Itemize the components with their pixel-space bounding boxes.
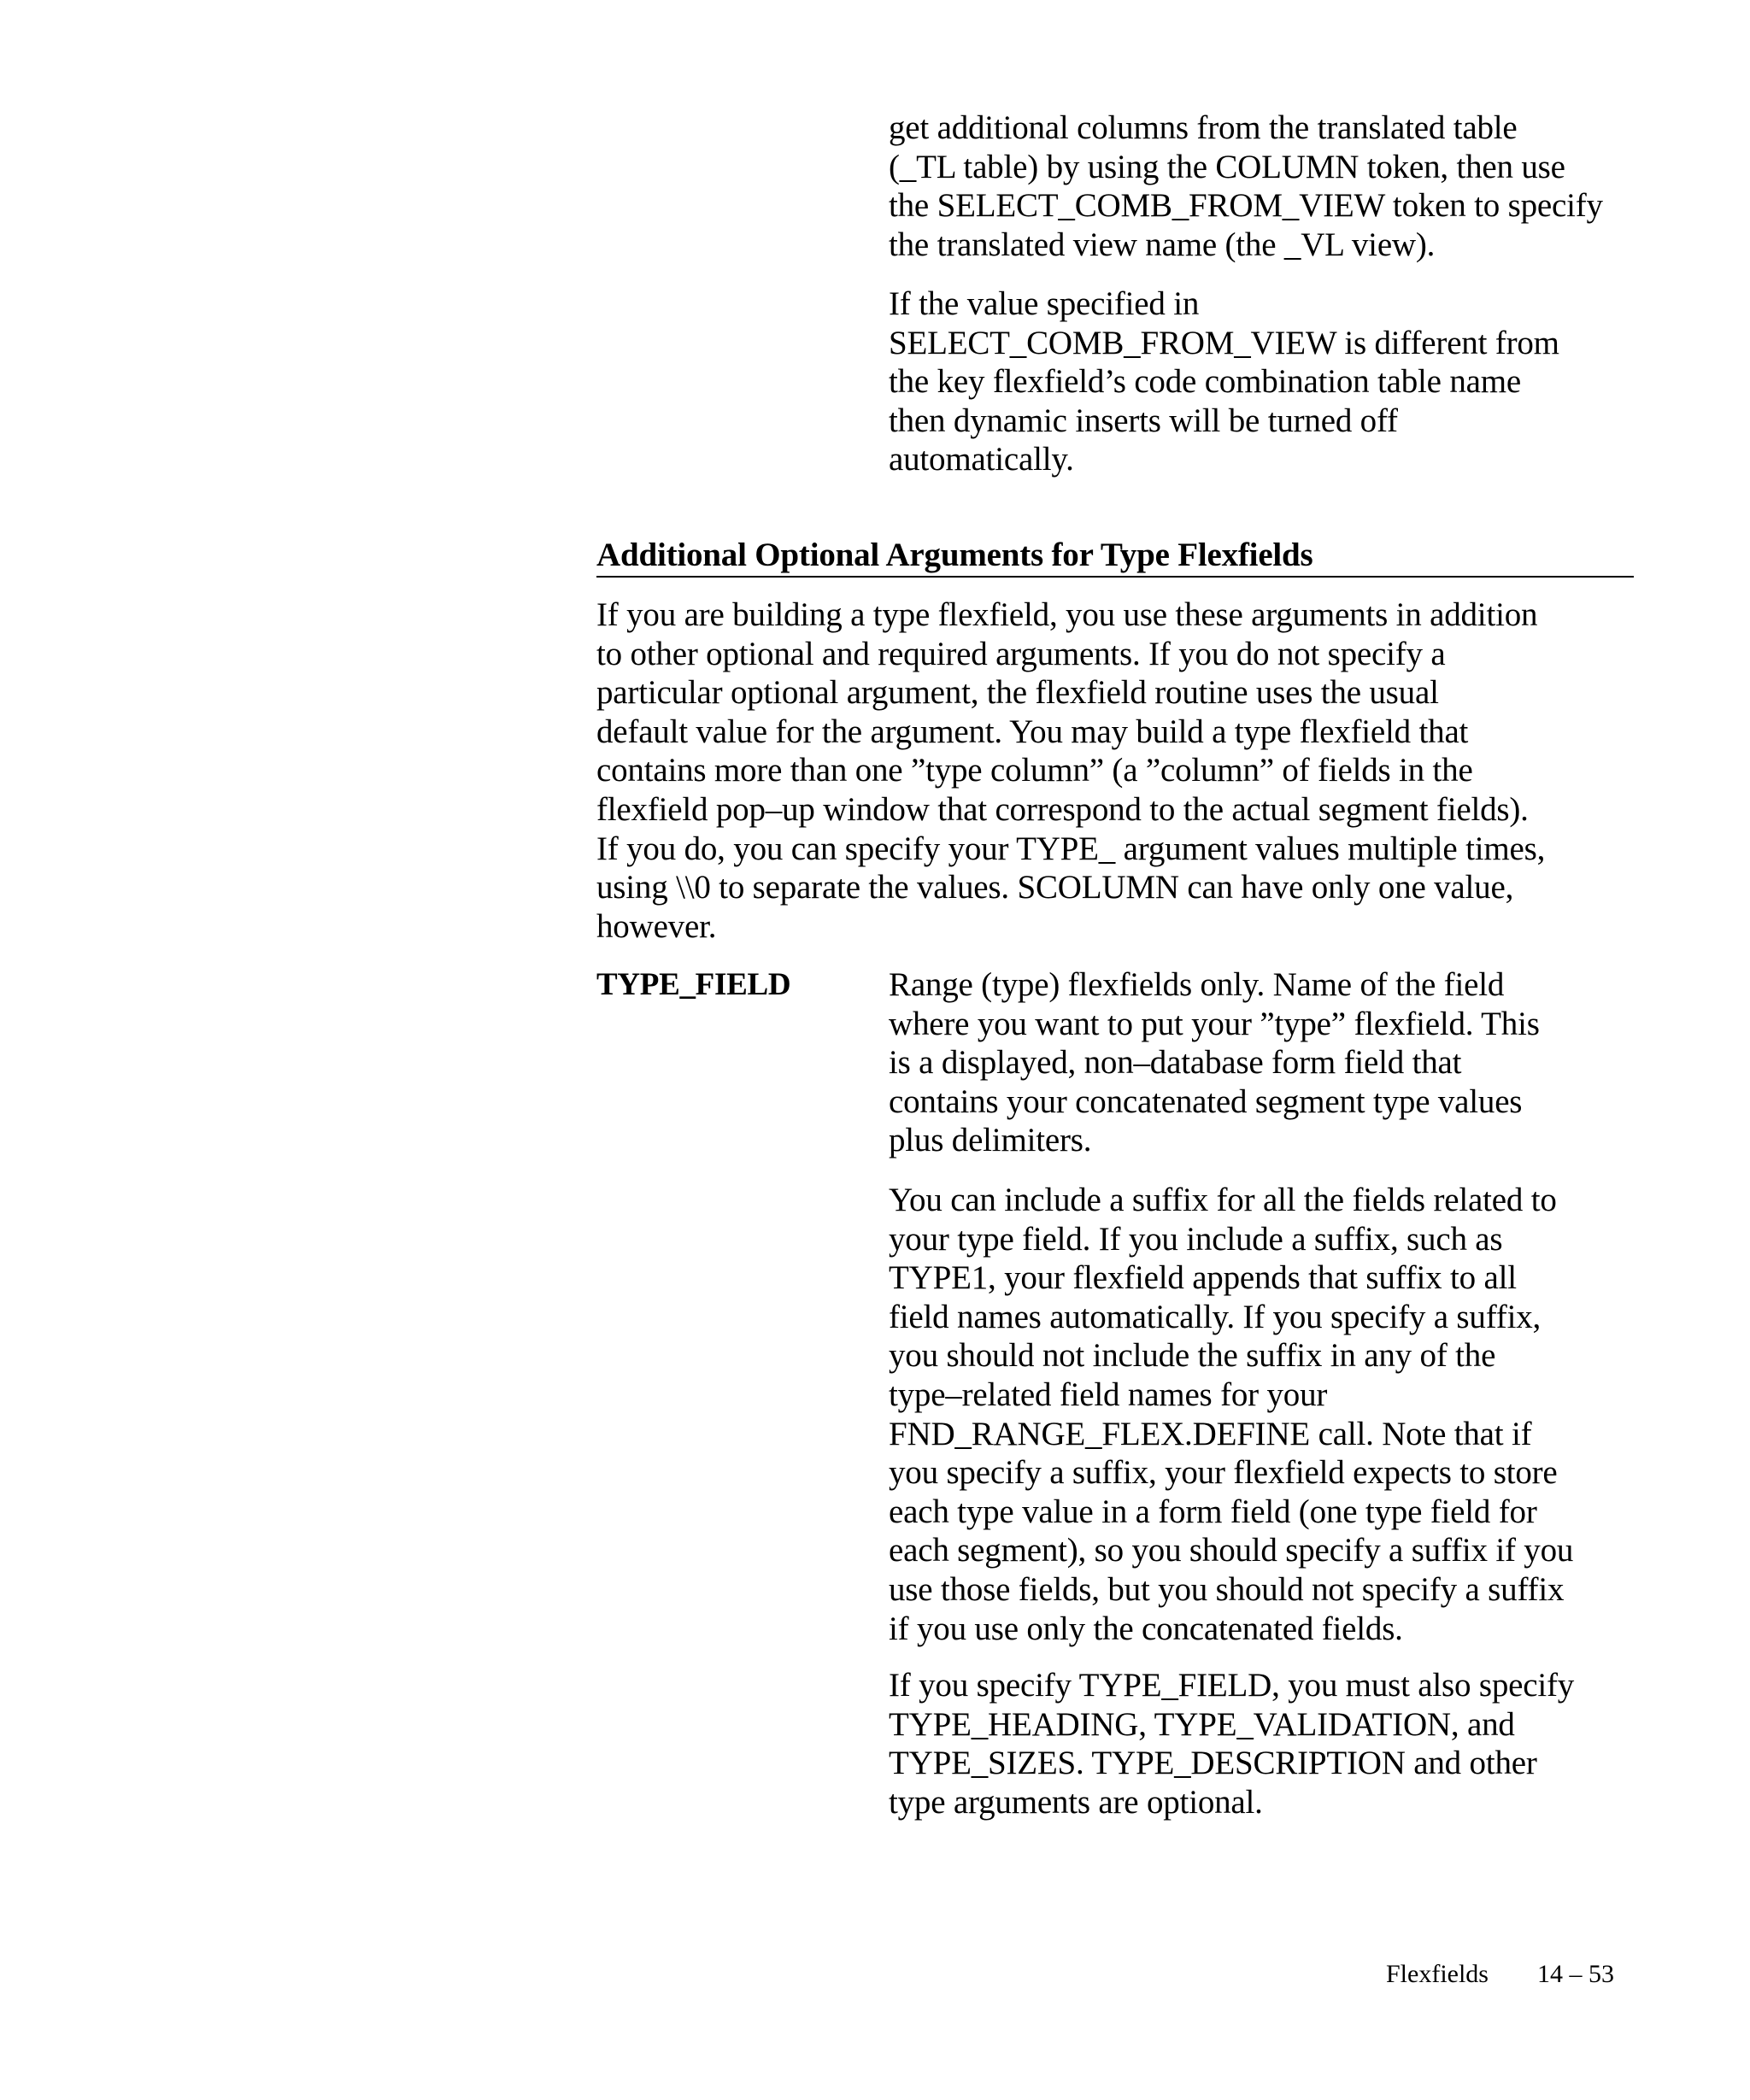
text-line: flexfield pop–up window that correspond to the actual segment fields). [596,790,1529,828]
text-line: SELECT_COMB_FROM_VIEW is different from [889,324,1559,361]
text-line: TYPE1, your flexfield appends that suffix to all [889,1259,1517,1297]
section-heading: Additional Optional Arguments for Type Flexfields [596,536,1634,578]
text-line: If the value specified in [889,285,1200,322]
text-line: type arguments are optional. [889,1783,1263,1821]
text-line: if you use only the concatenated fields. [889,1610,1403,1647]
text-line: particular optional argument, the flexfield routine uses the usual [596,674,1439,712]
text-line: using \\0 to separate the values. SCOLUMN can have only one value, [596,869,1514,906]
text-line: you specify a suffix, your flexfield expects to store [889,1454,1558,1492]
text-line: TYPE_HEADING, TYPE_VALIDATION, and [889,1705,1515,1743]
text-line: field names automatically. If you specify a suffix, [889,1298,1542,1335]
text-line: contains your concatenated segment type values [889,1082,1523,1120]
text-line: automatically. [889,441,1074,478]
footer-chapter-title: Flexfields [1386,1960,1489,1988]
text-line: to other optional and required arguments. If you do not specify a [596,635,1446,672]
text-line: type–related field names for your [889,1376,1328,1413]
argument-description-paragraph-3 [889,1666,1641,1821]
argument-description-paragraph-1 [889,965,1641,1160]
text-line: you should not include the suffix in any of the [889,1337,1496,1375]
text-line: each type value in a form field (one type field for [889,1493,1537,1530]
text-line: You can include a suffix for all the fields related to [889,1182,1557,1218]
argument-description-paragraph-2 [889,1181,1641,1648]
text-line: contains more than one ”type column” (a ”column” of fields in the [596,752,1473,789]
text-line: however. [596,907,717,945]
text-line: where you want to put your ”type” flexfield. This [889,1005,1540,1042]
text-line: If you are building a type flexfield, you use these arguments in addition [596,596,1538,633]
text-line: If you specify TYPE_FIELD, you must also specify [889,1667,1575,1704]
text-line: get additional columns from the translated table [889,109,1518,146]
continued-paragraph-1 [889,109,1641,264]
text-line: plus delimiters. [889,1122,1092,1159]
text-line: your type field. If you include a suffix, such as [889,1220,1503,1258]
text-line: TYPE_SIZES. TYPE_DESCRIPTION and other [889,1745,1537,1782]
text-line: is a displayed, non–database form field that [889,1044,1462,1082]
text-line: FND_RANGE_FLEX.DEFINE call. Note that if [889,1415,1532,1452]
text-line: each segment), so you should specify a suffix if you [889,1532,1574,1569]
text-line: If you do, you can specify your TYPE_ argument values multiple times, [596,830,1546,867]
continued-paragraph-2 [889,284,1641,479]
argument-term: TYPE_FIELD [596,967,791,1002]
text-line: the SELECT_COMB_FROM_VIEW token to specify [889,187,1603,225]
section-intro-paragraph [596,595,1641,946]
text-line: the key flexfield’s code combination table name [889,363,1521,401]
text-line: (_TL table) by using the COLUMN token, then use [889,148,1565,185]
footer-page-number: 14 – 53 [1537,1960,1614,1988]
text-line: Range (type) flexfields only. Name of the field [889,966,1505,1003]
text-line: then dynamic inserts will be turned off [889,402,1398,439]
text-line: use those fields, but you should not specify a suffix [889,1570,1565,1608]
text-line: the translated view name (the _VL view). [889,226,1436,263]
text-line: default value for the argument. You may build a type flexfield that [596,713,1469,750]
